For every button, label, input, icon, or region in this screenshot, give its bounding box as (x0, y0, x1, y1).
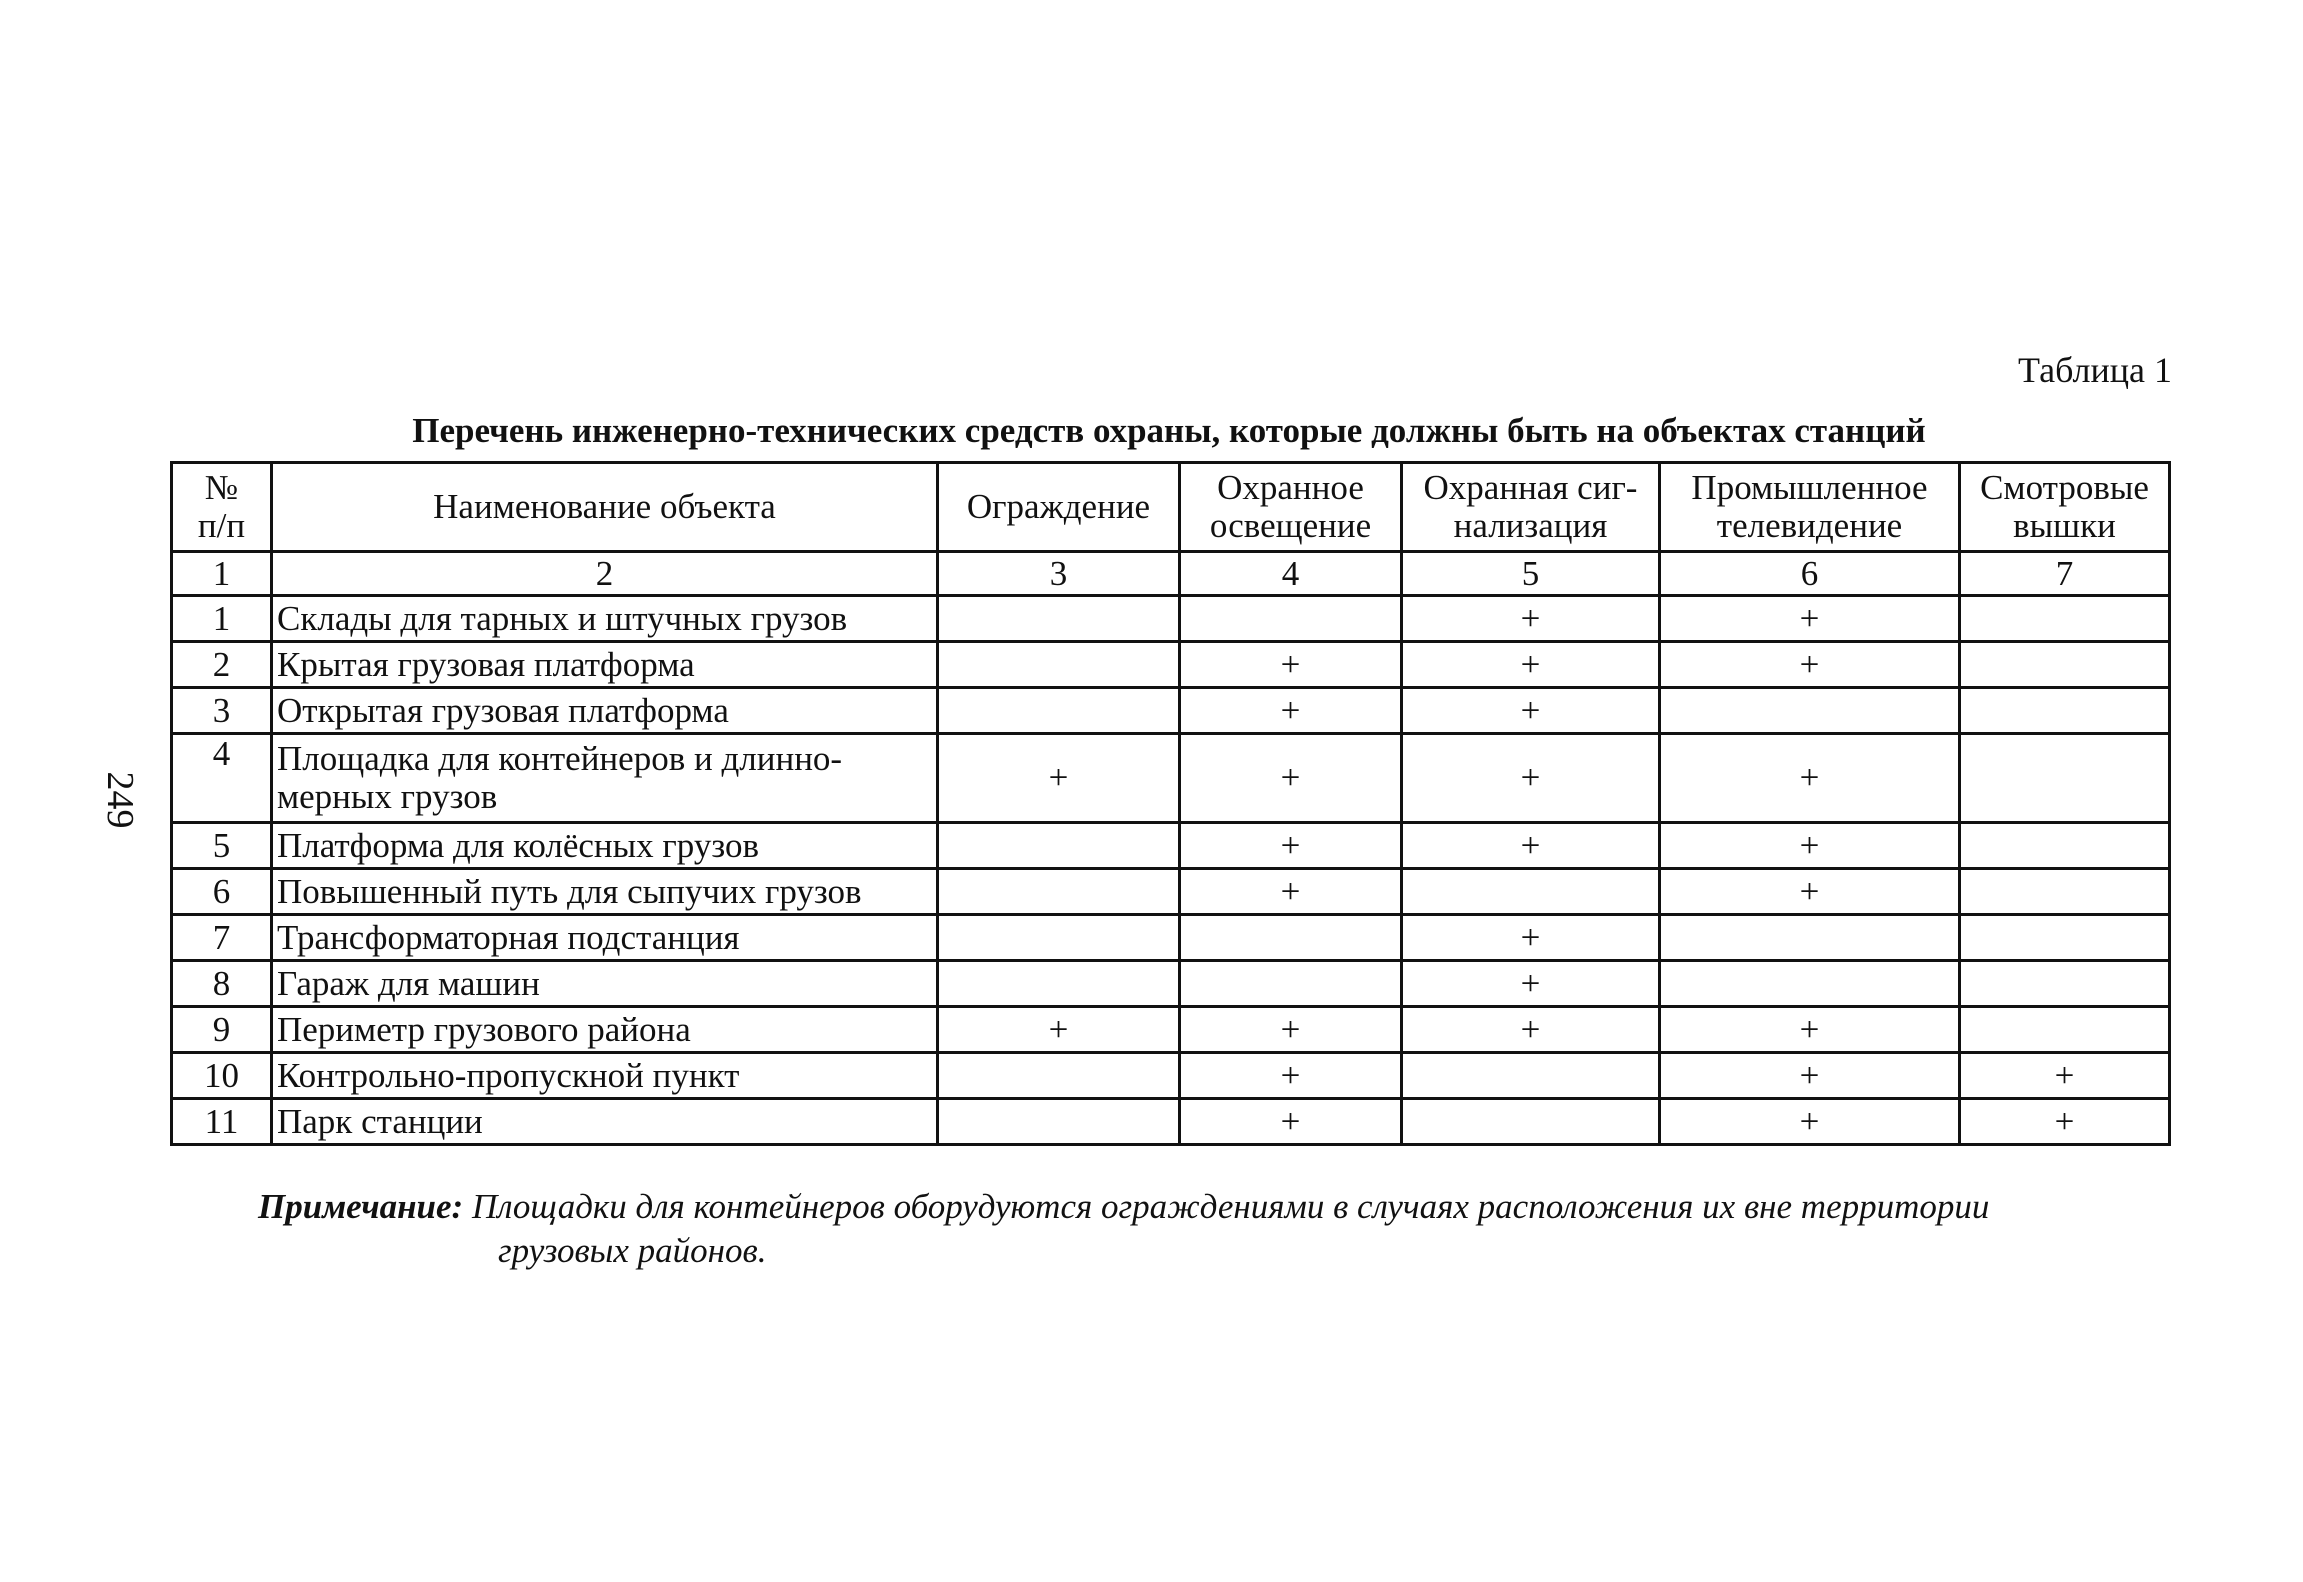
header-industrial-tv (1660, 463, 1960, 552)
alarm-cell (1402, 1099, 1660, 1145)
tower-cell (1960, 823, 2170, 869)
fencing-cell (938, 688, 1180, 734)
tower-cell (1960, 734, 2170, 823)
header-object-name: Наименование объекта (272, 463, 938, 552)
tower-cell (1960, 1007, 2170, 1053)
lighting-cell: + (1180, 869, 1402, 915)
tv-cell: + (1660, 596, 1960, 642)
tv-cell: + (1660, 642, 1960, 688)
header-security-alarm-line1: Охранная сиг- (1423, 468, 1638, 507)
row-number: 8 (172, 961, 272, 1007)
fencing-cell: + (938, 734, 1180, 823)
tv-cell: + (1660, 1007, 1960, 1053)
table-row (172, 1007, 2170, 1053)
alarm-cell: + (1402, 642, 1660, 688)
lighting-cell (1180, 596, 1402, 642)
column-number: 5 (1402, 552, 1660, 596)
fencing-cell (938, 642, 1180, 688)
row-number: 11 (172, 1099, 272, 1145)
table-row (172, 961, 2170, 1007)
row-number: 1 (172, 596, 272, 642)
tv-cell (1660, 688, 1960, 734)
fencing-cell (938, 915, 1180, 961)
object-name: Склады для тарных и штучных грузов (272, 596, 938, 642)
tv-cell: + (1660, 823, 1960, 869)
lighting-cell (1180, 961, 1402, 1007)
object-name: Платформа для колёсных грузов (272, 823, 938, 869)
object-name-line2: мерных грузов (277, 777, 498, 816)
alarm-cell: + (1402, 596, 1660, 642)
object-name: Крытая грузовая платформа (272, 642, 938, 688)
alarm-cell: + (1402, 915, 1660, 961)
row-number: 2 (172, 642, 272, 688)
alarm-cell: + (1402, 734, 1660, 823)
tower-cell (1960, 869, 2170, 915)
object-name: Трансформаторная подстанция (272, 915, 938, 961)
column-number: 6 (1660, 552, 1960, 596)
lighting-cell: + (1180, 734, 1402, 823)
tv-cell: + (1660, 869, 1960, 915)
table-row (172, 1053, 2170, 1099)
page-number: 249 (99, 771, 141, 829)
lighting-cell: + (1180, 688, 1402, 734)
header-watch-towers (1960, 463, 2170, 552)
note-label: Примечание: (258, 1187, 464, 1226)
lighting-cell: + (1180, 823, 1402, 869)
header-fencing: Ограждение (938, 463, 1180, 552)
tv-cell: + (1660, 734, 1960, 823)
header-watch-towers-line2: вышки (2013, 506, 2116, 545)
header-industrial-tv-line2: телевидение (1716, 506, 1903, 545)
object-name: Периметр грузового района (272, 1007, 938, 1053)
tower-cell (1960, 961, 2170, 1007)
header-number (172, 463, 272, 552)
column-number: 2 (272, 552, 938, 596)
alarm-cell (1402, 1053, 1660, 1099)
tower-cell: + (1960, 1053, 2170, 1099)
row-number: 6 (172, 869, 272, 915)
header-security-alarm (1402, 463, 1660, 552)
table-row (172, 1099, 2170, 1145)
table-row (172, 915, 2170, 961)
row-number: 10 (172, 1053, 272, 1099)
tower-cell: + (1960, 1099, 2170, 1145)
column-number-row (172, 552, 2170, 596)
security-means-table (170, 461, 2171, 1146)
row-number: 3 (172, 688, 272, 734)
tv-cell (1660, 961, 1960, 1007)
fencing-cell (938, 961, 1180, 1007)
fencing-cell (938, 823, 1180, 869)
alarm-cell: + (1402, 961, 1660, 1007)
object-name: Гараж для машин (272, 961, 938, 1007)
object-name: Открытая грузовая платформа (272, 688, 938, 734)
column-number: 1 (172, 552, 272, 596)
row-number: 7 (172, 915, 272, 961)
alarm-cell (1402, 869, 1660, 915)
note-text-line2: грузовых районов. (498, 1231, 767, 1270)
table-note (258, 1185, 2178, 1273)
tv-cell: + (1660, 1099, 1960, 1145)
tv-cell (1660, 915, 1960, 961)
lighting-cell: + (1180, 642, 1402, 688)
row-number: 4 (172, 734, 272, 823)
table-row (172, 688, 2170, 734)
fencing-cell (938, 1099, 1180, 1145)
alarm-cell: + (1402, 688, 1660, 734)
header-security-lighting-line2: освещение (1209, 506, 1372, 545)
column-number: 3 (938, 552, 1180, 596)
header-watch-towers-line1: Смотровые (1980, 468, 2149, 507)
table-label: Таблица 1 (2018, 350, 2172, 390)
object-name: Контрольно-пропускной пункт (272, 1053, 938, 1099)
row-number: 9 (172, 1007, 272, 1053)
fencing-cell (938, 1053, 1180, 1099)
tower-cell (1960, 915, 2170, 961)
fencing-cell (938, 869, 1180, 915)
alarm-cell: + (1402, 1007, 1660, 1053)
fencing-cell: + (938, 1007, 1180, 1053)
header-security-alarm-line2: нализация (1453, 506, 1608, 545)
row-number: 5 (172, 823, 272, 869)
lighting-cell: + (1180, 1099, 1402, 1145)
column-number: 7 (1960, 552, 2170, 596)
fencing-cell (938, 596, 1180, 642)
header-security-lighting (1180, 463, 1402, 552)
table-title: Перечень инженерно-технических средств охраны, которые должны быть на объектах станций (412, 411, 1926, 450)
header-industrial-tv-line1: Промышленное (1691, 468, 1928, 507)
tower-cell (1960, 596, 2170, 642)
lighting-cell: + (1180, 1053, 1402, 1099)
lighting-cell: + (1180, 1007, 1402, 1053)
table-row (172, 596, 2170, 642)
table-row (172, 734, 2170, 823)
lighting-cell (1180, 915, 1402, 961)
object-name: Повышенный путь для сыпучих грузов (272, 869, 938, 915)
table-row (172, 642, 2170, 688)
header-number-line1: № (204, 468, 239, 507)
header-number-line2: п/п (197, 506, 246, 545)
table-row (172, 869, 2170, 915)
object-name: Парк станции (272, 1099, 938, 1145)
tower-cell (1960, 642, 2170, 688)
header-security-lighting-line1: Охранное (1217, 468, 1364, 507)
note-text-line1: Площадки для контейнеров оборудуются ограждениями в случаях расположения их вне территории (471, 1187, 1990, 1226)
alarm-cell: + (1402, 823, 1660, 869)
tv-cell: + (1660, 1053, 1960, 1099)
object-name-line1: Площадка для контейнеров и длинно- (277, 739, 843, 778)
column-number: 4 (1180, 552, 1402, 596)
tower-cell (1960, 688, 2170, 734)
object-name (272, 734, 938, 823)
header-row (172, 463, 2170, 552)
table-row (172, 823, 2170, 869)
